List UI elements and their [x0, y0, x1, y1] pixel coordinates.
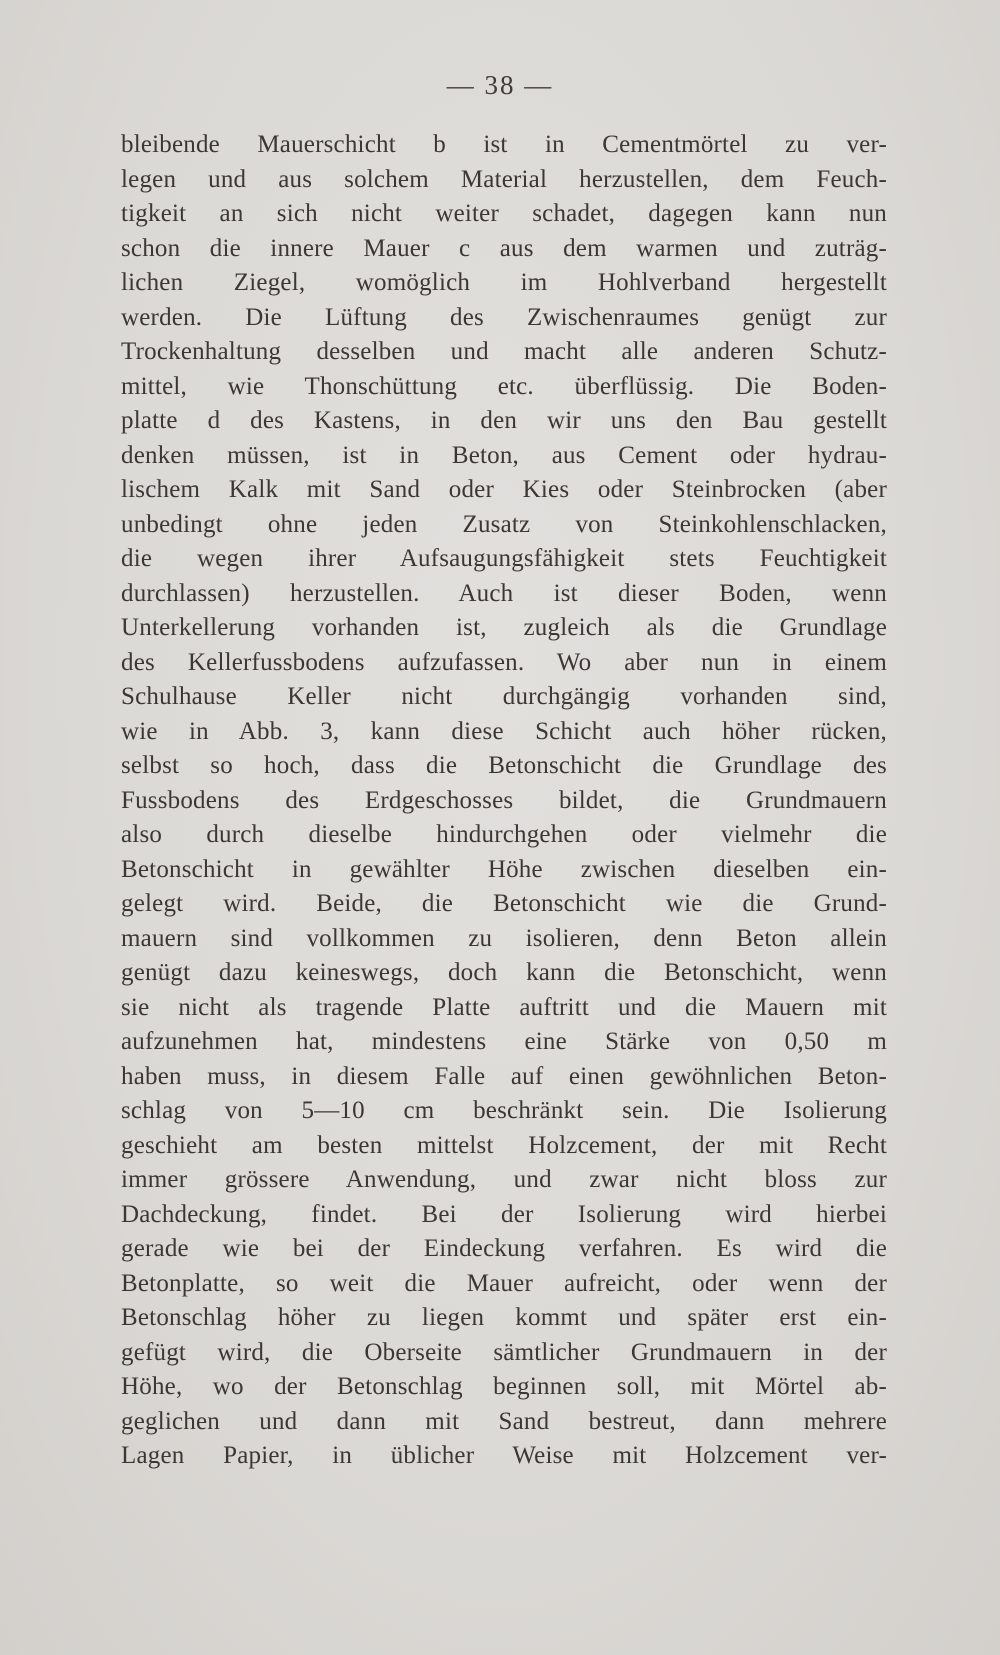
text-line: denken müssen, ist in Beton, aus Cement oder hydrau-	[121, 441, 887, 469]
text-line: bleibende Mauerschicht b ist in Cementmörtel zu ver-	[121, 131, 887, 158]
text-line: durchlassen) herzustellen. Auch ist dieser Boden, wenn	[121, 579, 887, 607]
body-text	[121, 128, 887, 1474]
text-line: geglichen und dann mit Sand bestreut, dann mehrere	[121, 1407, 887, 1435]
page-number: — 38 —	[446, 70, 554, 100]
text-line: aufzunehmen hat, mindestens eine Stärke von 0,50 m	[121, 1028, 887, 1055]
text-line: gerade wie bei der Eindeckung verfahren. Es wird die	[121, 1235, 887, 1262]
text-line: Betonplatte, so weit die Mauer aufreicht, oder wenn der	[121, 1269, 887, 1297]
text-line: Betonschicht in gewählter Höhe zwischen dieselben ein-	[121, 855, 887, 883]
text-line: platte d des Kastens, in den wir uns den Bau gestellt	[121, 407, 887, 434]
text-line: gelegt wird. Beide, die Betonschicht wie die Grund-	[121, 890, 887, 917]
text-line: legen und aus solchem Material herzustellen, dem Feuch-	[121, 165, 887, 193]
text-line: mauern sind vollkommen zu isolieren, denn Beton allein	[121, 924, 887, 952]
text-line: haben muss, in diesem Falle auf einen gewöhnlichen Beton-	[121, 1062, 887, 1090]
text-line: Trockenhaltung desselben und macht alle anderen Schutz-	[121, 338, 887, 365]
text-line: unbedingt ohne jeden Zusatz von Steinkohlenschlacken,	[121, 510, 887, 538]
text-line: schon die innere Mauer c aus dem warmen und zuträg-	[121, 234, 887, 262]
text-line: die wegen ihrer Aufsaugungsfähigkeit stets Feuchtigkeit	[121, 545, 887, 572]
text-line: also durch dieselbe hindurchgehen oder vielmehr die	[121, 821, 887, 848]
text-line: geschieht am besten mittelst Holzcement, der mit Recht	[121, 1131, 887, 1159]
text-line: gefügt wird, die Oberseite sämtlicher Grundmauern in der	[121, 1338, 887, 1366]
text-line: Fussbodens des Erdgeschosses bildet, die Grundmauern	[121, 786, 887, 814]
text-line: werden. Die Lüftung des Zwischenraumes genügt zur	[121, 303, 887, 331]
text-line: selbst so hoch, dass die Betonschicht die Grundlage des	[121, 752, 887, 779]
text-line: Schulhause Keller nicht durchgängig vorhanden sind,	[121, 683, 887, 710]
text-line: immer grössere Anwendung, und zwar nicht bloss zur	[121, 1166, 887, 1193]
text-line: Höhe, wo der Betonschlag beginnen soll, mit Mörtel ab-	[121, 1373, 887, 1400]
text-line: sie nicht als tragende Platte auftritt und die Mauern mit	[121, 993, 887, 1021]
text-line: tigkeit an sich nicht weiter schadet, dagegen kann nun	[121, 200, 887, 227]
text-line: des Kellerfussbodens aufzufassen. Wo aber nun in einem	[121, 648, 887, 676]
text-line: Unterkellerung vorhanden ist, zugleich als die Grundlage	[121, 614, 887, 641]
text-line: lichen Ziegel, womöglich im Hohlverband hergestellt	[121, 269, 887, 296]
text-line: mittel, wie Thonschüttung etc. überflüssig. Die Boden-	[121, 372, 887, 400]
text-line: Betonschlag höher zu liegen kommt und später erst ein-	[121, 1304, 887, 1331]
text-line: lischem Kalk mit Sand oder Kies oder Steinbrocken (aber	[121, 476, 887, 503]
text-line: wie in Abb. 3, kann diese Schicht auch höher rücken,	[121, 717, 887, 745]
text-line: Dachdeckung, findet. Bei der Isolierung wird hierbei	[121, 1200, 887, 1228]
text-line: Lagen Papier, in üblicher Weise mit Holzcement ver-	[121, 1442, 887, 1469]
text-line: genügt dazu keineswegs, doch kann die Betonschicht, wenn	[121, 959, 887, 986]
text-line: schlag von 5—10 cm beschränkt sein. Die Isolierung	[121, 1097, 887, 1124]
